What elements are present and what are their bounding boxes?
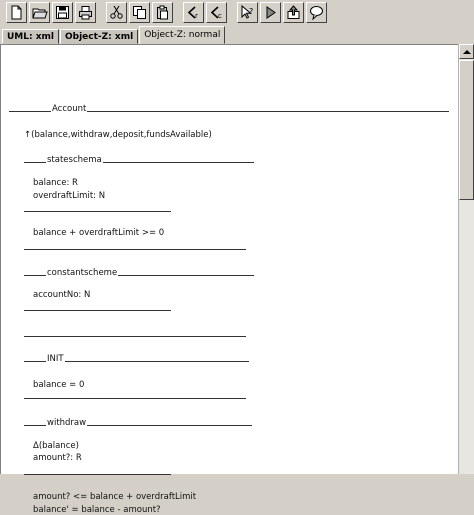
save-button[interactable] bbox=[52, 2, 73, 23]
constant-schema-name: constantscheme bbox=[47, 268, 118, 278]
new-file-icon bbox=[9, 5, 24, 20]
back-r-icon bbox=[186, 5, 201, 20]
declaration: Δ(balance) bbox=[33, 441, 79, 451]
declaration: balance: R bbox=[33, 178, 78, 188]
predicate: balance = 0 bbox=[33, 380, 85, 390]
withdraw-schema-name: withdraw bbox=[47, 418, 87, 428]
print-icon bbox=[78, 5, 93, 20]
declaration: amount?: R bbox=[33, 453, 82, 463]
scroll-thumb[interactable] bbox=[459, 60, 474, 200]
state-schema-header bbox=[24, 155, 254, 165]
constant-schema-header bbox=[24, 268, 254, 278]
state-schema-name: stateschema bbox=[47, 155, 102, 165]
visibility-list: ↑(balance,withdraw,deposit,fundsAvailable) bbox=[24, 130, 212, 140]
declaration: accountNo: N bbox=[33, 290, 91, 300]
open-folder-button[interactable] bbox=[29, 2, 50, 23]
svg-text:c: c bbox=[218, 12, 222, 20]
predicate: balance + overdraftLimit >= 0 bbox=[33, 228, 165, 238]
copy-button[interactable] bbox=[129, 2, 150, 23]
copy-icon bbox=[132, 5, 147, 20]
open-folder-icon bbox=[32, 5, 47, 20]
new-file-button[interactable] bbox=[6, 2, 27, 23]
save-icon bbox=[55, 5, 70, 20]
svg-text:?: ? bbox=[249, 7, 254, 16]
schema-divider bbox=[24, 474, 171, 475]
init-schema-name: INIT bbox=[47, 354, 64, 364]
export-button[interactable] bbox=[283, 2, 304, 23]
declaration: overdraftLimit: N bbox=[33, 191, 106, 201]
tab-object-z-normal[interactable]: Object-Z: normal bbox=[139, 26, 225, 44]
cut-button[interactable] bbox=[106, 2, 127, 23]
help-pointer-icon bbox=[240, 5, 255, 20]
schema-divider bbox=[24, 310, 171, 311]
paste-button[interactable] bbox=[152, 2, 173, 23]
scroll-up-button[interactable] bbox=[459, 44, 474, 59]
print-button[interactable] bbox=[75, 2, 96, 23]
back-r-button[interactable] bbox=[183, 2, 204, 23]
tab-object-z-xml[interactable]: Object-Z: xml bbox=[60, 29, 138, 44]
schema-divider bbox=[24, 211, 171, 212]
back-c-icon bbox=[209, 5, 224, 20]
export-icon bbox=[286, 5, 301, 20]
toolbar bbox=[0, 0, 474, 25]
back-c-button[interactable] bbox=[206, 2, 227, 23]
svg-text:r: r bbox=[195, 12, 198, 20]
tab-uml-xml[interactable]: UML: xml bbox=[2, 29, 59, 44]
withdraw-schema-header bbox=[24, 418, 252, 428]
help-pointer-button[interactable] bbox=[237, 2, 258, 23]
schema-bottom-line bbox=[24, 336, 246, 337]
paste-icon bbox=[155, 5, 170, 20]
cut-icon bbox=[109, 5, 124, 20]
schema-bottom-line bbox=[24, 398, 246, 399]
document-view[interactable] bbox=[0, 44, 458, 515]
view-tabs bbox=[0, 26, 226, 44]
play-icon bbox=[263, 5, 278, 20]
comment-button[interactable] bbox=[306, 2, 327, 23]
schema-bottom-line bbox=[24, 249, 246, 250]
predicate: balance' = balance - amount? bbox=[33, 505, 161, 515]
init-schema-header bbox=[24, 354, 249, 364]
vertical-scrollbar[interactable] bbox=[458, 44, 474, 474]
comment-icon bbox=[309, 5, 324, 20]
chevron-up-icon bbox=[463, 49, 471, 55]
play-button[interactable] bbox=[260, 2, 281, 23]
class-header bbox=[9, 104, 449, 114]
predicate: amount? <= balance + overdraftLimit bbox=[33, 492, 197, 502]
class-name: Account bbox=[52, 104, 87, 114]
